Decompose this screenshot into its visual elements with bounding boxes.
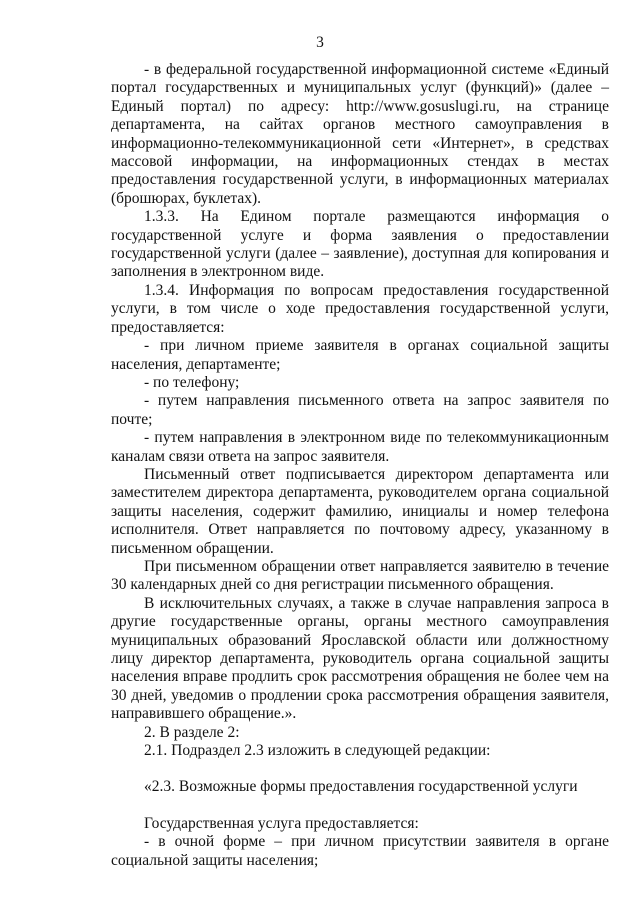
list-item-mail: - путем направления письменного ответа на запрос заявителя по почте; — [111, 392, 609, 428]
paragraph-1-3-3: 1.3.3. На Едином портале размещаются информация о государственной услуге и форма заявления о предоставлении государственной услуги (далее – заявление), доступная для копирования и заполнения в электронном виде. — [111, 208, 609, 281]
paragraph-2-1: 2.1. Подраздел 2.3 изложить в следующей редакции: — [144, 742, 491, 760]
list-item-phone: - по телефону; — [144, 373, 240, 391]
paragraph-1-3-4: 1.3.4. Информация по вопросам предоставления государственной услуги, в том числе о ходе предоставления государственной услуги, предоставляется: — [111, 281, 609, 336]
document-body — [111, 61, 609, 870]
paragraph-written-answer: Письменный ответ подписывается директором департамента или заместителем директора департамента, руководителем органа социальной защиты населения, содержит фамилию, инициалы и номер телефона исполнителя. Ответ направляется по почтовому адресу, указанному в письменном обращении. — [111, 465, 609, 557]
list-item-electronic: - путем направления в электронном виде по телекоммуникационным каналам связи ответа на запрос заявителя. — [111, 429, 609, 465]
paragraph-response-deadline: При письменном обращении ответ направляется заявителю в течение 30 календарных дней со дня регистрации письменного обращения. — [111, 557, 609, 594]
paragraph-section-2: 2. В разделе 2: — [144, 723, 240, 741]
subsection-heading-2-3: «2.3. Возможные формы предоставления государственной услуги — [144, 778, 578, 796]
list-item-in-person-form: - в очной форме – при личном присутствии заявителя в органе социальной защиты населения; — [111, 833, 609, 869]
paragraph-unified-portal: - в федеральной государственной информационной системе «Единый портал государственных и муниципальных услуг (функций)» (далее – Единый портал) по адресу: http://www.gosuslugi.ru, на странице департамента, на сайтах органов местного самоуправления в информационно-телекоммуникационной сети «Интернет», в средствах массовой информации, на информационных стендах в местах предоставления государственной услуги, в информационных материалах (брошюрах, буклетах). — [111, 61, 609, 207]
page-number: 3 — [316, 34, 324, 51]
list-item-personal-reception: - при личном приеме заявителя в органах социальной защиты населения, департаменте; — [111, 337, 609, 373]
paragraph-service-provided: Государственная услуга предоставляется: — [144, 814, 419, 832]
paragraph-exceptional-cases: В исключительных случаях, а также в случае направления запроса в другие государственные органы, органы местного самоуправления муниципальных образований Ярославской области или должностному лицу директор департамента, руководитель органа социальной защиты населения вправе продлить срок рассмотрения обращения не более чем на 30 дней, уведомив о продлении срока рассмотрения обращения заявителя, направившего обращение.». — [111, 594, 609, 723]
